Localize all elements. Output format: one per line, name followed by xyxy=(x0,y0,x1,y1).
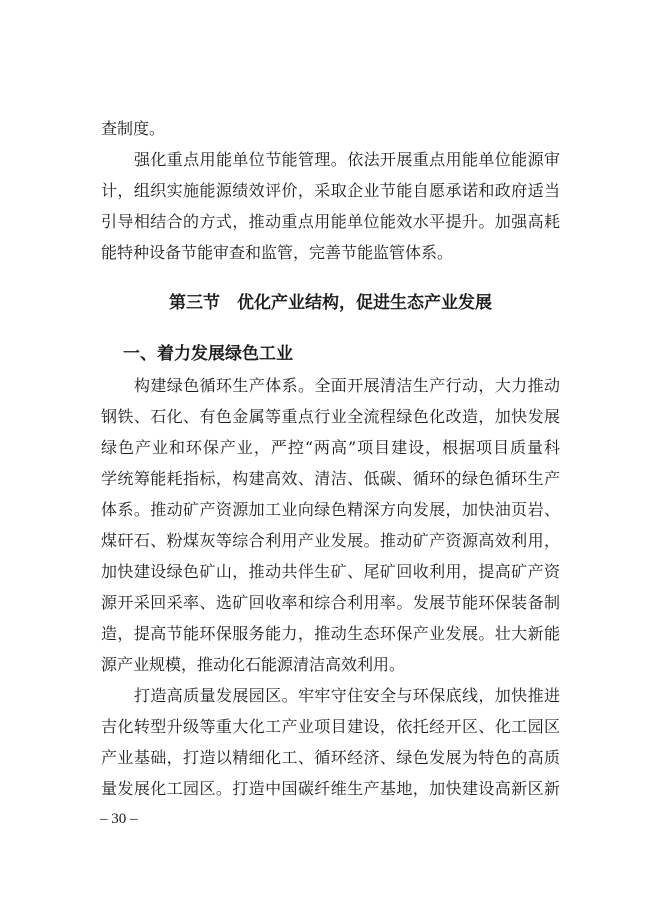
text-line: 学统筹能耗指标，构建高效、清洁、低碳、循环的绿色循环生产 xyxy=(101,469,560,488)
text-line: 能特种设备节能审查和监管，完善节能监管体系。 xyxy=(101,243,454,262)
paragraph-industrial-park xyxy=(101,680,560,804)
text-line: 煤矸石、粉煤灰等综合利用产业发展。推动矿产资源高效利用， xyxy=(101,531,560,550)
text-line: 体系。推动矿产资源加工业向绿色精深方向发展，加快油页岩、 xyxy=(101,500,560,519)
text-line: 源开采回采率、选矿回收率和综合利用率。发展节能环保装备制 xyxy=(101,593,560,612)
text-line: 构建绿色循环生产体系。全面开展清洁生产行动，大力推动 xyxy=(134,376,560,395)
text-line: 引导相结合的方式，推动重点用能单位能效水平提升。加强高耗 xyxy=(101,212,560,231)
paragraph-energy-management xyxy=(101,144,560,268)
text-line: 打造高质量发展园区。牢牢守住安全与环保底线，加快推进 xyxy=(134,686,560,705)
text-line: 量发展化工园区。打造中国碳纤维生产基地，加快建设高新区新 xyxy=(101,779,560,798)
text-line: 源产业规模，推动化石能源清洁高效利用。 xyxy=(101,655,406,674)
text-line: 吉化转型升级等重大化工产业项目建设，依托经开区、化工园区 xyxy=(101,717,560,736)
subheading: 一、着力发展绿色工业 xyxy=(123,344,293,364)
paragraph-green-cycle xyxy=(101,370,560,680)
text-line: 造，提高节能环保服务能力，推动生态环保产业发展。壮大新能 xyxy=(101,624,560,643)
text-line: 计，组织实施能源绩效评价，采取企业节能自愿承诺和政府适当 xyxy=(101,181,560,200)
text-line: 产业基础，打造以精细化工、循环经济、绿色发展为特色的高质 xyxy=(101,748,560,767)
section-heading: 第三节 优化产业结构，促进生态产业发展 xyxy=(169,293,492,313)
text-line: 查制度。 xyxy=(101,119,166,138)
paragraph-continuation xyxy=(101,113,560,144)
text-line: 绿色产业和环保产业，严控“两高”项目建设，根据项目质量科 xyxy=(101,438,560,457)
text-line: 钢铁、石化、有色金属等重点行业全流程绿色化改造，加快发展 xyxy=(101,407,560,426)
page-number: – 30 – xyxy=(100,811,138,827)
text-line: 加快建设绿色矿山，推动共伴生矿、尾矿回收利用，提高矿产资 xyxy=(101,562,560,581)
text-line: 强化重点用能单位节能管理。依法开展重点用能单位能源审 xyxy=(134,150,560,169)
